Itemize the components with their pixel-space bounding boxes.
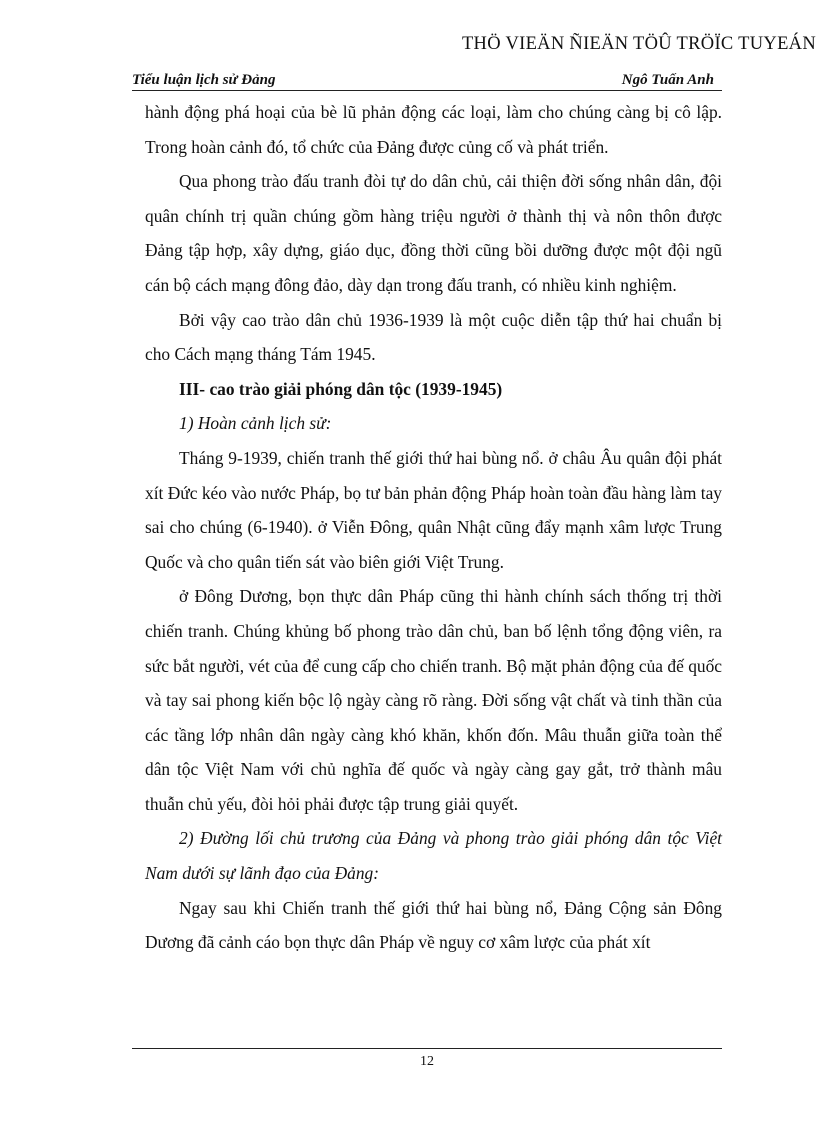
header-document-title: Tiểu luận lịch sử Đảng xyxy=(132,72,276,88)
header-author: Ngô Tuấn Anh xyxy=(621,72,714,88)
paragraph: ở Đông Dương, bọn thực dân Pháp cũng thi hành chính sách thống trị thời chiến tranh. Chúng khủng bố phong trào dân chủ, ban bố lệnh tổng động viên, ra sức bắt người, vét của để cung cấp cho chiến tranh. Bộ mặt phản động của đế quốc và tay sai phong kiến bộc lộ ngày càng rõ ràng. Đời sống vật chất và tinh thần của các tầng lớp nhân dân ngày càng khó khăn, khốn đốn. Mâu thuẫn giữa toàn thể dân tộc Việt Nam với chủ nghĩa đế quốc và ngày càng gay gắt, trở thành mâu thuẫn chủ yếu, đòi hỏi phải được tập trung giải quyết. xyxy=(145,586,722,814)
paragraph: Ngay sau khi Chiến tranh thế giới thứ hai bùng nổ, Đảng Cộng sản Đông Dương đã cảnh cáo bọn thực dân Pháp về nguy cơ xâm lược của phát xít xyxy=(145,897,722,953)
paragraph: hành động phá hoại của bè lũ phản động các loại, làm cho chúng càng bị cô lập. Trong hoàn cảnh đó, tổ chức của Đảng được củng cố và phát triển. xyxy=(145,102,722,157)
paragraph: Tháng 9-1939, chiến tranh thế giới thứ hai bùng nổ. ở châu Âu quân đội phát xít Đức kéo vào nước Pháp, bọ tư bản phản động Pháp hoàn toàn đầu hàng làm tay sai cho chúng (6-1940). ở Viễn Đông, quân Nhật cũng đẩy mạnh xâm lược Trung Quốc và cho quân tiến sát vào biên giới Việt Trung. xyxy=(145,447,722,572)
subsection-heading: 2) Đường lối chủ trương của Đảng và phong trào giải phóng dân tộc Việt Nam dưới sự lãnh đạo của Đảng: xyxy=(145,828,722,884)
library-watermark: THÖ VIEÄN ÑIEÄN TÖÛ TRÖÏC TUYEÁN xyxy=(461,34,816,54)
section-heading: III- cao trào giải phóng dân tộc (1939-1945) xyxy=(179,378,503,399)
page-header xyxy=(132,70,722,91)
footer-rule xyxy=(132,1048,722,1049)
subsection-heading: 1) Hoàn cảnh lịch sử: xyxy=(179,413,332,434)
page-body xyxy=(145,95,722,960)
paragraph: Bởi vậy cao trào dân chủ 1936-1939 là một cuộc diễn tập thứ hai chuẩn bị cho Cách mạng tháng Tám 1945. xyxy=(145,309,722,365)
paragraph: Qua phong trào đấu tranh đòi tự do dân chủ, cải thiện đời sống nhân dân, đội quân chính trị quần chúng gồm hàng triệu người ở thành thị và nôn thôn được Đảng tập hợp, xây dựng, giáo dục, đồng thời cũng bồi dưỡng được một đội ngũ cán bộ cách mạng đông đảo, dày dạn trong đấu tranh, có nhiều kinh nghiệm. xyxy=(145,171,722,295)
page-number: 12 xyxy=(420,1054,434,1069)
